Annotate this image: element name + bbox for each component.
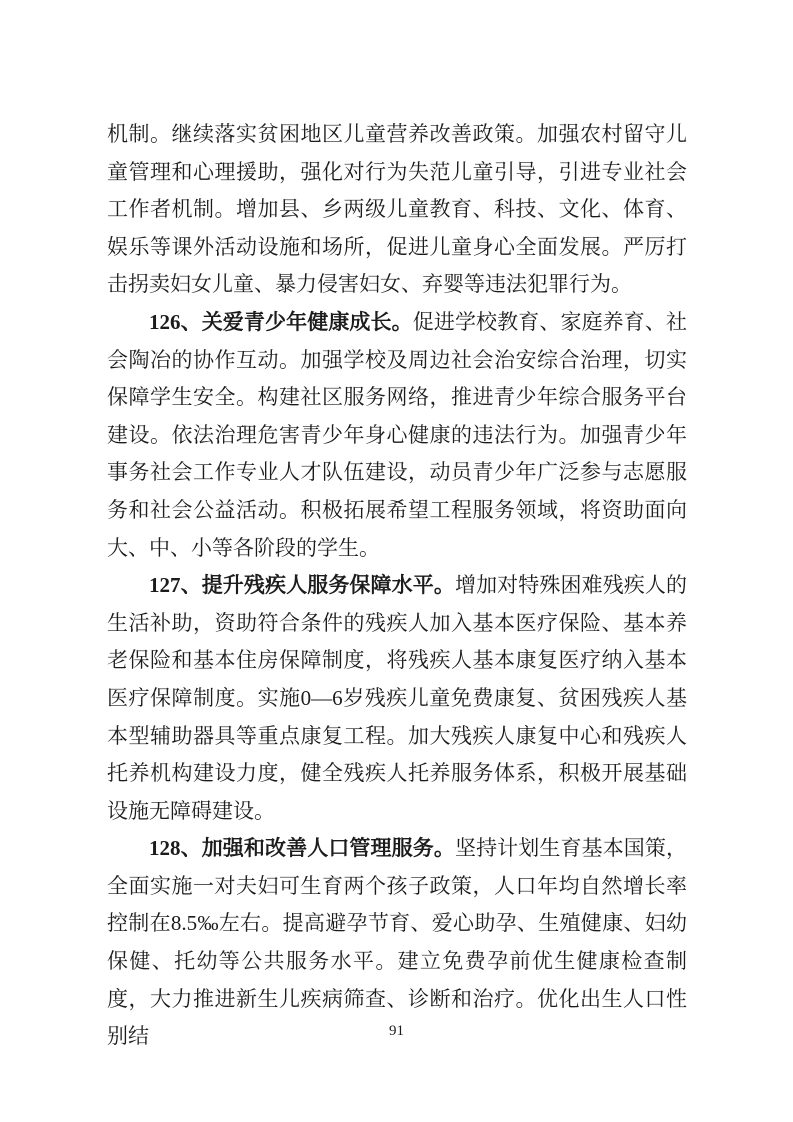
item-128-body: 坚持计划生育基本国策，全面实施一对夫妇可生育两个孩子政策，人口年均自然增长率控制在8.5‰左右。提高避孕节育、爱心助孕、生殖健康、妇幼保健、托幼等公共服务水平。建立免费孕前优生健康检查制度，大力推进新生儿疾病筛查、诊断和治疗。优化出生人口性别结 bbox=[107, 836, 688, 1049]
item-127-body: 增加对特殊困难残疾人的生活补助，资助符合条件的残疾人加入基本医疗保险、基本养老保险和基本住房保障制度，将残疾人基本康复医疗纳入基本医疗保障制度。实施0—6岁残疾儿童免费康复、贫困残疾人基本型辅助器具等重点康复工程。加大残疾人康复中心和残疾人托养机构建设力度，健全残疾人托养服务体系，积极开展基础设施无障碍建设。 bbox=[107, 573, 688, 823]
paragraph-item-128 bbox=[107, 830, 687, 1056]
paragraph-continuation-text: 机制。继续落实贫困地区儿童营养改善政策。加强农村留守儿童管理和心理援助，强化对行为失范儿童引导，引进专业社会工作者机制。增加县、乡两级儿童教育、科技、文化、体育、娱乐等课外活动设施和场所，促进儿童身心全面发展。严厉打击拐卖妇女儿童、暴力侵害妇女、弃婴等违法犯罪行为。 bbox=[107, 122, 687, 297]
paragraph-item-127 bbox=[107, 567, 687, 830]
text-block bbox=[107, 116, 687, 1056]
item-126-body: 促进学校教育、家庭养育、社会陶冶的协作互动。加强学校及周边社会治安综合治理，切实保障学生安全。构建社区服务网络，推进青少年综合服务平台建设。依法治理危害青少年身心健康的违法行为。加强青少年事务社会工作专业人才队伍建设，动员青少年广泛参与志愿服务和社会公益活动。积极拓展希望工程服务领域，将资助面向大、中、小等各阶段的学生。 bbox=[107, 309, 687, 560]
item-128-heading: 128、加强和改善人口管理服务。 bbox=[149, 836, 455, 861]
paragraph-continuation bbox=[107, 116, 687, 304]
page-number: 91 bbox=[389, 1023, 404, 1039]
paragraph-item-126 bbox=[107, 304, 687, 567]
item-126-heading: 126、关爱青少年健康成长。 bbox=[149, 309, 413, 334]
item-127-heading: 127、提升残疾人服务保障水平。 bbox=[149, 573, 455, 598]
